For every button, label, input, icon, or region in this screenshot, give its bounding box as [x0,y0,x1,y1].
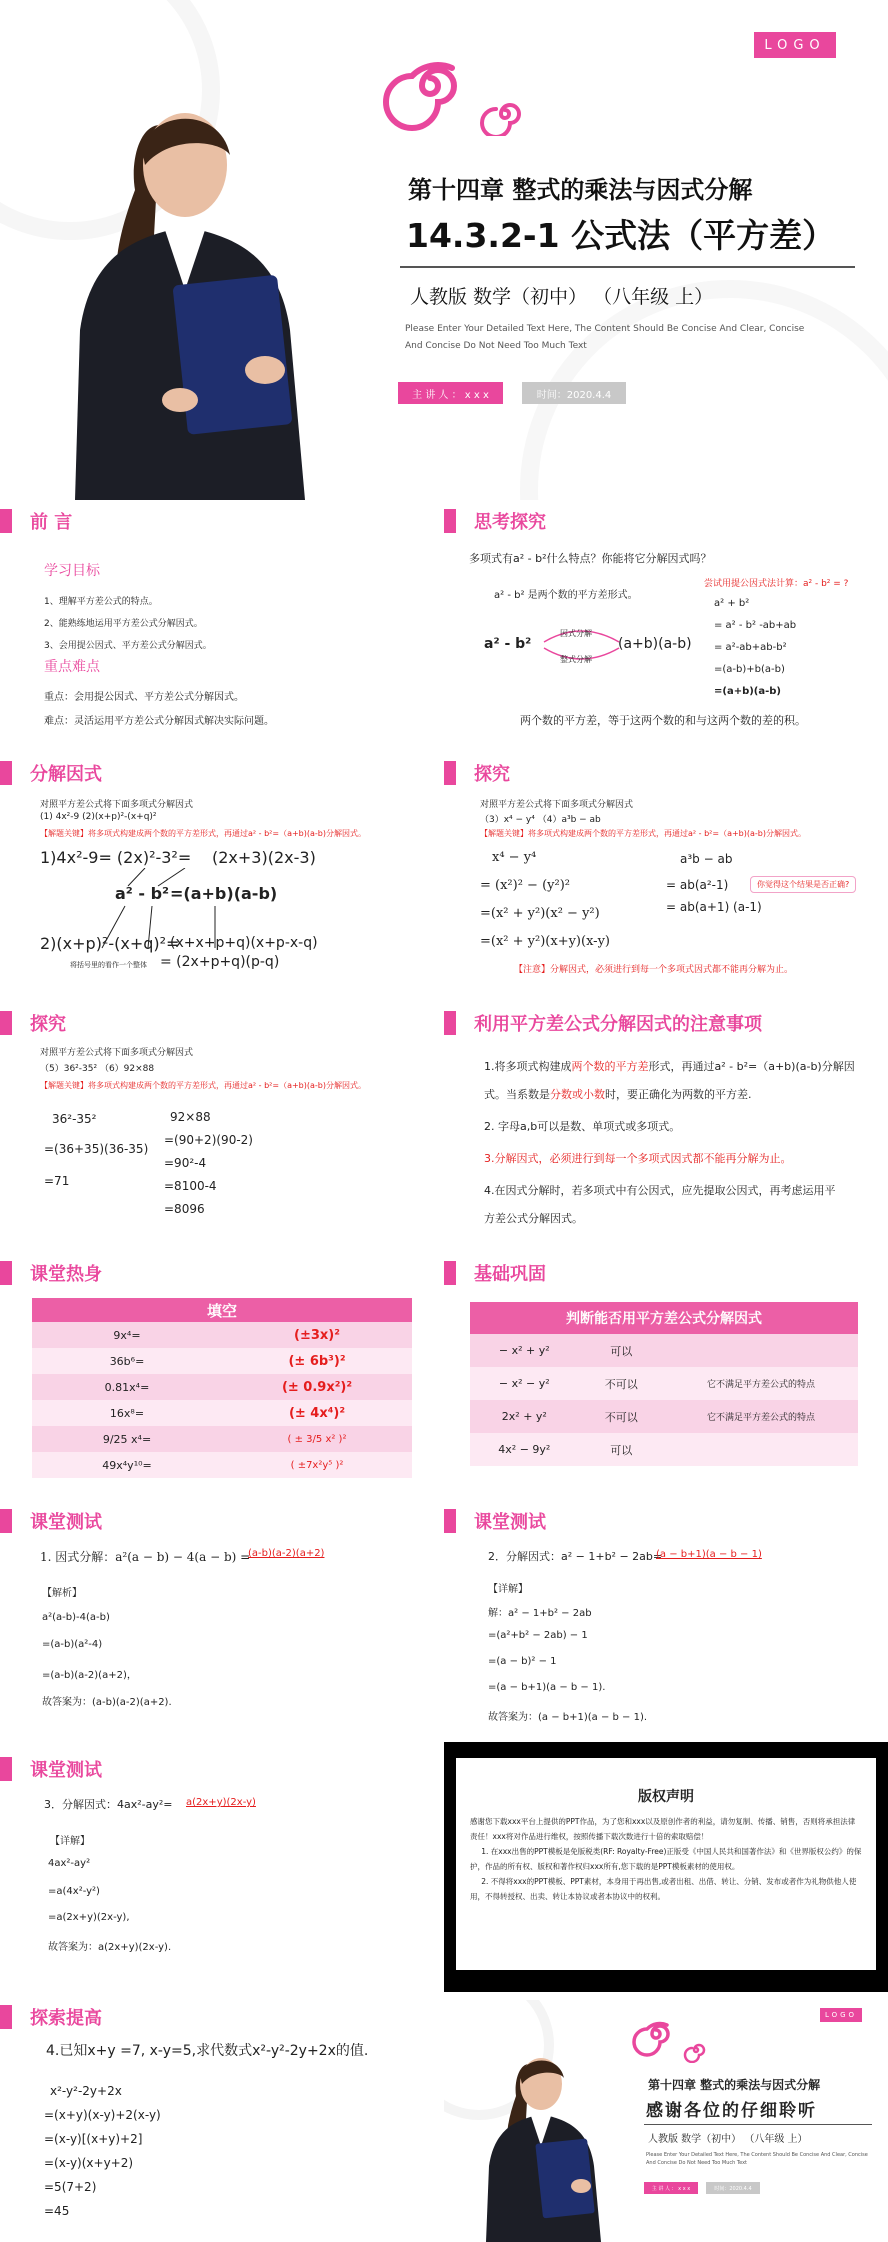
section-heading: 探究 [0,1010,66,1036]
test2-step-2: =(a²+b² − 2ab) − 1 [488,1630,588,1641]
logo-badge: LOGO [754,32,836,58]
test2-detail: 【详解】 [488,1584,528,1595]
note-1a: 1.将多项式构建成两个数的平方差形式，再通过a² - b²=（a+b)(a-b)分解因 [484,1060,855,1073]
lesson-title: 14.3.2-1 公式法（平方差） [406,216,836,255]
step-2: = a² - b² -ab+ab [714,620,797,631]
right-step-3: = ab(a+1) (a-1) [666,900,762,914]
end-thanks: 感谢各位的仔细聆听 [646,2101,817,2121]
test2-step-3: =(a − b)² − 1 [488,1656,557,1667]
step-1: a² + b² [714,598,750,609]
test2-step-4: =(a − b+1)(a − b − 1). [488,1682,606,1693]
basic-slide [444,1260,888,1492]
think-question: 多项式有a² - b²什么特点？你能将它分解因式吗？ [469,552,712,565]
note-1b: 式。当系数是分数或小数时，要正确化为两数的平方差. [484,1088,752,1101]
explore1-instruction: 对照平方差公式将下面多项式分解因式 [480,800,634,810]
formula-a: a² - b² [115,884,170,903]
test2-step-1: 解：a² − 1+b² − 2ab [488,1608,592,1619]
right-step-2: = ab(a²-1) [666,878,729,892]
explore2-slide [0,1010,440,1242]
cell: ( ± 3/5 x² )² [287,1433,347,1445]
cell: − x² + y² [498,1344,550,1357]
presenter-photo [474,2036,614,2242]
test1-slide [0,1508,440,1740]
test1-step-4: 故答案为：(a-b)(a-2)(a+2). [42,1697,172,1708]
goal-1: 1、理解平方差公式的特点。 [44,597,158,607]
fill-table [32,1298,412,1478]
test1-answer: (a-b)(a-2)(a+2) [248,1548,325,1559]
section-heading: 基础巩固 [444,1260,546,1286]
fill-table-header: 填空 [32,1298,412,1322]
test3-slide [0,1756,440,1988]
intro-slide [0,508,440,740]
step-4: =(a-b)+b(a-b) [714,664,785,675]
question-bubble: 你觉得这个结果是否正确? [750,876,856,893]
explore2-items: （5）36²-35² （6）92×88 [40,1064,155,1074]
test1-analysis: 【解析】 [42,1588,82,1599]
cell: 不可以 [604,1410,638,1424]
test1-step-3: =(a-b)(a-2)(a+2)， [42,1670,137,1681]
test2-answer: (a − b+1)(a − b − 1) [656,1549,762,1560]
test3-answer: a(2x+y)(2x-y) [186,1797,256,1808]
cell: 16x⁸= [109,1406,145,1420]
formula-lhs: a² - b² [484,636,532,652]
section-heading: 课堂测试 [444,1508,546,1534]
cell: 它不满足平方差公式的特点 [706,1380,815,1390]
explore1-items: （3）x⁴ − y⁴ （4）a³b − ab [480,815,601,825]
cell: 49x⁴y¹⁰= [102,1458,152,1472]
end-desc-2: And Concise Do Not Need Too Much Text [646,2160,747,2166]
section-heading: 利用平方差公式分解因式的注意事项 [444,1010,762,1036]
section-heading: 课堂测试 [0,1756,102,1782]
cell [664,1433,858,1466]
step-3: = a²-ab+ab-b² [714,642,787,653]
left-line-1: 36²-35² [52,1112,97,1126]
cell: (± 4x⁴)² [288,1405,346,1421]
factor-note: 将括号里的看作一个整体 [70,961,147,969]
section-heading: 课堂热身 [0,1260,102,1286]
advance-question: 4.已知x+y =7, x-y=5,求代数式x²-y²-2y+2x的值. [46,2043,369,2059]
explore1-note: 【注意】分解因式，必须进行到每一个多项式因式都不能再分解为止。 [514,965,794,975]
explore2-key: 【解题关键】将多项式构建成两个数的平方差形式，再通过a² - b²=（a+b)(a-b)分解因式。 [40,1081,366,1090]
explore2-instruction: 对照平方差公式将下面多项式分解因式 [40,1048,194,1058]
explore1-key: 【解题关键】将多项式构建成两个数的平方差形式，再通过a² - b²=（a+b)(a-b)分解因式。 [480,829,806,838]
judge-table [470,1302,858,1466]
section-heading: 课堂测试 [0,1508,102,1534]
end-speaker-badge: 主 讲 人 ： x x x [644,2182,698,2194]
test2-slide [444,1508,888,1740]
left-step-4: =(x² + y²)(x+y)(x-y) [480,934,610,949]
test3-step-4: 故答案为：a(2x+y)(2x-y). [48,1942,172,1953]
right-line-5: =8096 [164,1202,205,1216]
end-chapter: 第十四章 整式的乘法与因式分解 [648,2078,821,2092]
arc-label-top: 因式分解 [560,629,592,638]
copyright-p1: 感谢您下载xxx平台上提供的PPT作品，为了您和xxx以及原创作者的利益，请勿复制、传播、销售，否则将承担法律责任！xxx将对作品进行维权，按照传播下载次数进行十倍的索取赔偿！ [470,1817,856,1841]
right-line-3: =90²-4 [164,1156,207,1170]
right-line-2: =(90+2)(90-2) [164,1133,253,1147]
desc-line-1: Please Enter Your Detailed Text Here, The Content Should Be Concise And Clear, Concise [405,324,805,334]
copyright-p3: 2. 不得将xxx的PPT模板、PPT素材，本身用于再出售,或者出租、出借、转让、分销、发布或者作为礼物供他人使用，不得转授权、出卖、转让本协议或者本协议中的权利。 [470,1877,857,1901]
cell: 2x² + y² [501,1410,547,1423]
ex1-left: 1)4x²-9= (2x)²-3²= [40,848,192,867]
advance-step-1: x²-y²-2y+2x [50,2084,122,2098]
presenter-photo [50,70,330,500]
section-heading: 探究 [444,760,510,786]
think-slide [444,508,888,740]
factor-slide [0,760,440,992]
cell: ( ±7x²y⁵ )² [290,1459,344,1471]
cover-slide [0,0,888,500]
spiral-icon [630,2008,710,2063]
test2-question: 2．分解因式：a² − 1+b² − 2ab= [488,1550,663,1563]
goal-2: 2、能熟练地运用平方差公式分解因式。 [44,619,203,629]
factor-items: (1) 4x²-9 (2)(x+p)²-(x+q)² [40,812,157,822]
end-desc-1: Please Enter Your Detailed Text Here, The Content Should Be Concise And Clear, Concise [646,2152,868,2158]
test3-step-1: 4ax²-ay² [48,1858,91,1869]
ex2-left: 2)(x+p)²-(x+q)²= [40,934,180,953]
cell: (± 6b³)² [288,1353,346,1369]
formula-rhs: (a+b)(a-b) [618,636,692,652]
ex2-right-2: = (2x+p+q)(p-q) [160,954,280,970]
cell [664,1334,858,1367]
warmup-slide [0,1260,440,1492]
cell: 可以 [610,1344,633,1358]
goal-heading: 学习目标 [44,563,100,579]
edition-text: 人教版 数学（初中） （八年级 上） [410,286,714,308]
copyright-panel [456,1758,876,1970]
section-heading: 思考探究 [444,508,546,534]
think-conclusion: 两个数的平方差，等于这两个数的和与这两个数的差的积。 [520,714,806,727]
factor-key: 【解题关键】将多项式构建成两个数的平方差形式，再通过a² - b²=（a+b)(a-b)分解因式。 [40,829,366,838]
cell: 4x² − 9y² [498,1443,551,1456]
end-divider [644,2124,872,2125]
advance-step-5: =5(7+2) [44,2180,97,2194]
cell: 9/25 x⁴= [102,1432,152,1446]
test3-detail: 【详解】 [50,1836,90,1847]
end-edition: 人教版 数学（初中） （八年级 上） [648,2134,808,2145]
cell: (± 0.9x²)² [281,1379,353,1395]
speaker-badge: 主 讲 人 ： x x x [398,382,503,404]
cell: 它不满足平方差公式的特点 [706,1413,815,1423]
spiral-icon [380,36,530,136]
section-heading: 探索提高 [0,2004,102,2030]
judge-table-header: 判断能否用平方差公式分解因式 [470,1302,858,1334]
copyright-slide [444,1742,888,1992]
factor-instruction: 对照平方差公式将下面多项式分解因式 [40,800,194,810]
right-step-1: a³b − ab [680,852,733,866]
cell: − x² − y² [498,1377,550,1390]
think-desc: a² - b² 是两个数的平方差形式。 [494,590,638,601]
ending-slide [444,2000,888,2242]
cell: 0.81x⁴= [104,1380,150,1394]
arc-label-bottom: 整式分解 [560,655,592,664]
note-4a: 4.在因式分解时，若多项式中有公因式，应先提取公因式，再考虑运用平 [484,1184,836,1197]
title-divider [400,266,855,268]
section-heading: 前 言 [0,508,72,534]
note-4b: 方差公式分解因式。 [484,1212,583,1225]
advance-step-6: =45 [44,2204,70,2218]
cell: 不可以 [604,1377,638,1391]
cell: 可以 [610,1443,633,1457]
key-heading: 重点难点 [44,659,100,675]
advance-step-4: =(x-y)(x+y+2) [44,2156,134,2170]
cell: (±3x)² [294,1327,340,1343]
left-line-3: =71 [44,1174,70,1188]
cell: 36b⁶= [109,1354,145,1368]
ex2-right-1: (x+x+p+q)(x+p-x-q) [170,935,318,951]
chapter-title: 第十四章 整式的乘法与因式分解 [408,176,753,204]
goal-3: 3、会用提公因式、平方差公式分解因式。 [44,641,212,651]
desc-line-2: And Concise Do Not Need Too Much Text [405,341,587,351]
advance-step-2: =(x+y)(x-y)+2(x-y) [44,2108,161,2122]
step-5: =(a+b)(a-b) [714,686,782,697]
advance-step-3: =(x-y)[(x+y)+2] [44,2132,143,2146]
cell: 9x⁴= [113,1328,141,1342]
notes-slide [444,1010,888,1242]
hard-point: 难点：灵活运用平方差公式分解因式解决实际问题。 [44,716,274,727]
left-line-2: =(36+35)(36-35) [44,1142,149,1156]
right-line-4: =8100-4 [164,1179,217,1193]
test1-step-1: a²(a-b)-4(a-b) [42,1612,110,1623]
key-point: 重点：会用提公因式、平方差公式分解因式。 [44,692,244,703]
test3-step-3: =a(2x+y)(2x-y), [48,1912,130,1923]
copyright-p2: 1. 在xxx出售的PPT模板是免版税类(RF: Royalty-Free)正版受《中国人民共和国著作法》和《世界版权公约》的保护，作品的所有权、版权和著作权归xxx所有,您下载的是PPT模板素材的使用权。 [470,1847,862,1871]
think-hint: 尝试用提公因式法计算：a² - b² = ? [704,579,849,589]
left-step-1: x⁴ − y⁴ [492,850,537,865]
test3-question: 3．分解因式：4ax²-ay²= [44,1798,173,1811]
logo-badge: LOGO [820,2008,862,2022]
explore1-slide [444,760,888,992]
left-step-3: =(x² + y²)(x² − y²) [480,906,600,921]
test1-question: 1. 因式分解：a²(a − b) − 4(a − b) = [40,1550,251,1564]
left-step-2: = (x²)² − (y²)² [480,878,570,893]
section-heading: 分解因式 [0,760,102,786]
advance-slide [0,2004,440,2242]
copyright-title: 版权声明 [638,1789,694,1805]
formula-b: =(a+b)(a-b) [170,884,278,903]
end-date-badge: 时间：2020.4.4 [706,2182,760,2194]
date-badge: 时间：2020.4.4 [522,382,626,404]
test1-step-2: =(a-b)(a²-4) [42,1639,103,1650]
ex1-right: (2x+3)(2x-3) [212,848,316,867]
right-line-1: 92×88 [170,1110,211,1124]
note-2: 2. 字母a,b可以是数、单项式或多项式。 [484,1120,681,1133]
note-3: 3.分解因式，必须进行到每一个多项式因式都不能再分解为止。 [484,1152,792,1165]
test2-step-5: 故答案为：(a − b+1)(a − b − 1). [488,1712,648,1723]
test3-step-2: =a(4x²-y²) [48,1886,100,1897]
